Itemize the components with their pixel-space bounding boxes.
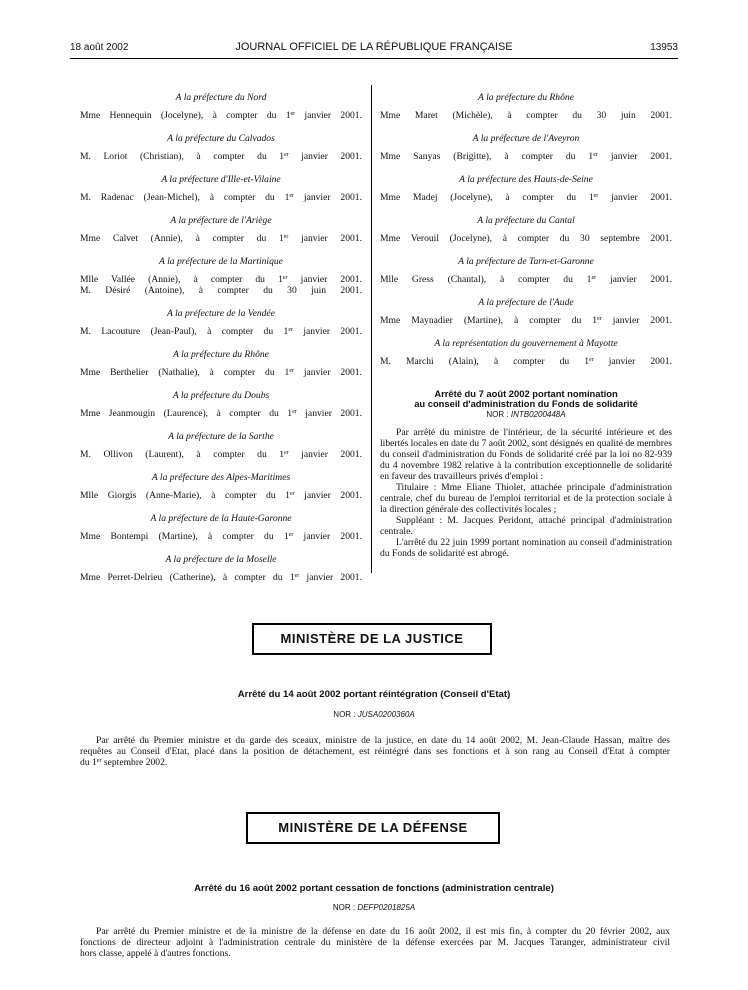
right-entry-heading: A la préfecture de l'Aveyron <box>472 133 580 144</box>
justice-body <box>80 735 670 768</box>
right-entry <box>380 131 672 172</box>
left-entry <box>80 306 362 347</box>
left-entry-line: M. Désiré (Antoine), à compter du 30 juin 2001. <box>80 285 362 296</box>
right-entry <box>380 172 672 213</box>
right-entry-heading: A la représentation du gouvernement à Mayotte <box>434 338 618 349</box>
left-entry <box>80 254 362 306</box>
arrete-fonds-para-2: Titulaire : Mme Eliane Thiolet, attachée principale d'administration centrale, chef du bureau de l'emploi territorial et de la protection sociale à la direction générale des collectivités locales ; <box>380 482 672 515</box>
right-entry-line: M. Marchi (Alain), à compter du 1er janvier 2001. <box>380 356 672 367</box>
left-entry-heading: A la préfecture de la Haute-Garonne <box>150 513 292 524</box>
left-entry-line: Mlle Vallée (Annie), à compter du 1er janvier 2001. <box>80 274 362 285</box>
defense-body <box>80 926 670 959</box>
left-entry-heading: A la préfecture du Rhône <box>173 349 269 360</box>
right-entry-heading: A la préfecture du Cantal <box>477 215 575 226</box>
right-entry-heading: A la préfecture de l'Aude <box>478 297 574 308</box>
nor-code: DEFP0201825A <box>357 903 416 912</box>
right-entry-line: Mme Verouil (Jocelyne), à compter du 30 septembre 2001. <box>380 233 672 244</box>
left-entry-heading: A la préfecture du Doubs <box>172 390 270 401</box>
arrete-fonds-para-4: L'arrêté du 22 juin 1999 portant nomination au conseil d'administration du Fonds de solidarité est abrogé. <box>380 537 672 559</box>
justice-line-3-sup: er <box>96 758 102 764</box>
justice-line-1: Par arrêté du Premier ministre et du garde des sceaux, ministre de la justice, en date du 14 août 2002, M. Jean-Claude Hassan, maître des <box>96 735 670 746</box>
left-column <box>80 90 362 593</box>
left-entry <box>80 131 362 172</box>
left-entry-heading: A la préfecture de la Martinique <box>159 256 283 267</box>
left-entry-line: M. Radenac (Jean-Michel), à compter du 1er janvier 2001. <box>80 192 362 203</box>
right-entry-heading: A la préfecture du Rhône <box>478 92 574 103</box>
right-entry-line: Mme Sanyas (Brigitte), à compter du 1er janvier 2001. <box>380 151 672 162</box>
left-entry-heading: A la préfecture de l'Ariège <box>170 215 272 226</box>
defense-line-1: Par arrêté du Premier ministre et de la ministre de la défense en date du 16 août 2002, il est mis fin, à compter du 20 février 2002, aux <box>96 926 670 937</box>
right-entry-line: Mme Maret (Michèle), à compter du 30 juin 2001. <box>380 110 672 121</box>
right-entries <box>380 90 672 377</box>
left-entry-heading: A la préfecture du Nord <box>175 92 267 103</box>
arrete-fonds <box>380 389 672 559</box>
arrete-fonds-title-2: au conseil d'administration du Fonds de solidarité <box>414 398 638 409</box>
ministry-defense-box: MINISTÈRE DE LA DÉFENSE <box>246 812 500 844</box>
left-entry <box>80 511 362 552</box>
arrete-fonds-title-1: Arrêté du 7 août 2002 portant nomination <box>434 388 618 399</box>
justice-nor <box>80 710 668 719</box>
left-entry <box>80 172 362 213</box>
justice-arrete-title: Arrêté du 14 août 2002 portant réintégration (Conseil d'Etat) <box>237 689 511 700</box>
defense-line-3: hors classe, appelé à d'autres fonctions. <box>80 948 231 959</box>
left-entry-line: M. Loriot (Christian), à compter du 1er janvier 2001. <box>80 151 362 162</box>
left-entry-line: Mme Bontempi (Martine), à compter du 1er janvier 2001. <box>80 531 362 542</box>
left-entry <box>80 429 362 470</box>
left-entry-line: Mme Hennequin (Jocelyne), à compter du 1er janvier 2001. <box>80 110 362 121</box>
left-entry-line: M. Lacouture (Jean-Paul), à compter du 1er janvier 2001. <box>80 326 362 337</box>
left-entry-line: Mme Calvet (Annie), à compter du 1er janvier 2001. <box>80 233 362 244</box>
left-entry-line: M. Ollivon (Laurent), à compter du 1er janvier 2001. <box>80 449 362 460</box>
left-entry-heading: A la préfecture de la Sarthe <box>168 431 274 442</box>
left-entry <box>80 90 362 131</box>
journal-title: JOURNAL OFFICIEL DE LA RÉPUBLIQUE FRANÇAISE <box>235 41 513 53</box>
left-entry-line: Mlle Giorgis (Anne-Marie), à compter du 1er janvier 2001. <box>80 490 362 501</box>
right-column <box>380 90 672 559</box>
defense-line-2: fonctions de directeur adjoint à l'administration centrale du ministère de la défense exercées par M. Jacques Taranger, administrateur civil <box>80 937 670 948</box>
right-entry <box>380 90 672 131</box>
nor-code: JUSA0200360A <box>357 710 415 719</box>
left-entry-heading: A la préfecture de la Vendée <box>167 308 275 319</box>
right-entry-line: Mlle Gress (Chantal), à compter du 1er janvier 2001. <box>380 274 672 285</box>
arrete-fonds-para-3: Suppléant : M. Jacques Peridont, attaché principal d'administration centrale. <box>380 515 672 537</box>
right-entry <box>380 213 672 254</box>
left-entry-line: Mme Jeanmougin (Laurence), à compter du 1er janvier 2001. <box>80 408 362 419</box>
nor-code: INTB0200448A <box>510 410 566 419</box>
left-entry-heading: A la préfecture du Calvados <box>167 133 275 144</box>
defense-arrete-title: Arrêté du 16 août 2002 portant cessation de fonctions (administration centrale) <box>194 883 554 894</box>
header-rule <box>70 58 678 59</box>
left-entry <box>80 470 362 511</box>
right-entry <box>380 254 672 295</box>
nor-label: NOR : <box>486 410 509 419</box>
header-date: 18 août 2002 <box>70 42 129 53</box>
right-entry-line: Mme Maynadier (Martine), à compter du 1er janvier 2001. <box>380 315 672 326</box>
column-divider <box>371 85 372 573</box>
left-entry-line: Mme Perret-Delrieu (Catherine), à compter du 1er janvier 2001. <box>80 572 362 583</box>
left-entry-heading: A la préfecture des Alpes-Maritimes <box>151 472 291 483</box>
justice-line-2: requêtes au Conseil d'Etat, placé dans la position de détachement, est réintégré dans ses fonctions et à son rang au Conseil d'Etat à compter <box>80 746 670 757</box>
page-number: 13953 <box>650 42 678 53</box>
left-entry <box>80 552 362 593</box>
right-entry <box>380 336 672 377</box>
defense-nor <box>80 903 668 912</box>
justice-line-3-b: septembre 2002. <box>101 757 168 768</box>
right-entry <box>380 295 672 336</box>
arrete-fonds-nor <box>380 410 672 419</box>
left-entry-heading: A la préfecture de la Moselle <box>165 554 277 565</box>
nor-label: NOR : <box>333 710 356 719</box>
left-entry-heading: A la préfecture d'Ille-et-Vilaine <box>161 174 281 185</box>
right-entry-line: Mme Madej (Jocelyne), à compter du 1er janvier 2001. <box>380 192 672 203</box>
left-entry <box>80 388 362 429</box>
left-entry <box>80 213 362 254</box>
right-entry-heading: A la préfecture des Hauts-de-Seine <box>459 174 593 185</box>
justice-line-3-a: du 1 <box>80 757 97 768</box>
justice-line-3 <box>80 757 670 768</box>
nor-label: NOR : <box>332 903 356 912</box>
arrete-fonds-para-1: Par arrêté du ministre de l'intérieur, de la sécurité intérieure et des libertés locales en date du 7 août 2002, sont désignés en qualité de membres du conseil d'administration du Fonds de solidarité créé par la loi no 82-939 du 4 novembre 1982 relative à la contribution exceptionnelle de solidarité en faveur des travailleurs privés d'emploi : <box>380 427 672 482</box>
ministry-justice-box: MINISTÈRE DE LA JUSTICE <box>252 623 492 655</box>
left-entry-line: Mme Berthelier (Nathalie), à compter du 1er janvier 2001. <box>80 367 362 378</box>
left-entry <box>80 347 362 388</box>
right-entry-heading: A la préfecture de Tarn-et-Garonne <box>458 256 594 267</box>
